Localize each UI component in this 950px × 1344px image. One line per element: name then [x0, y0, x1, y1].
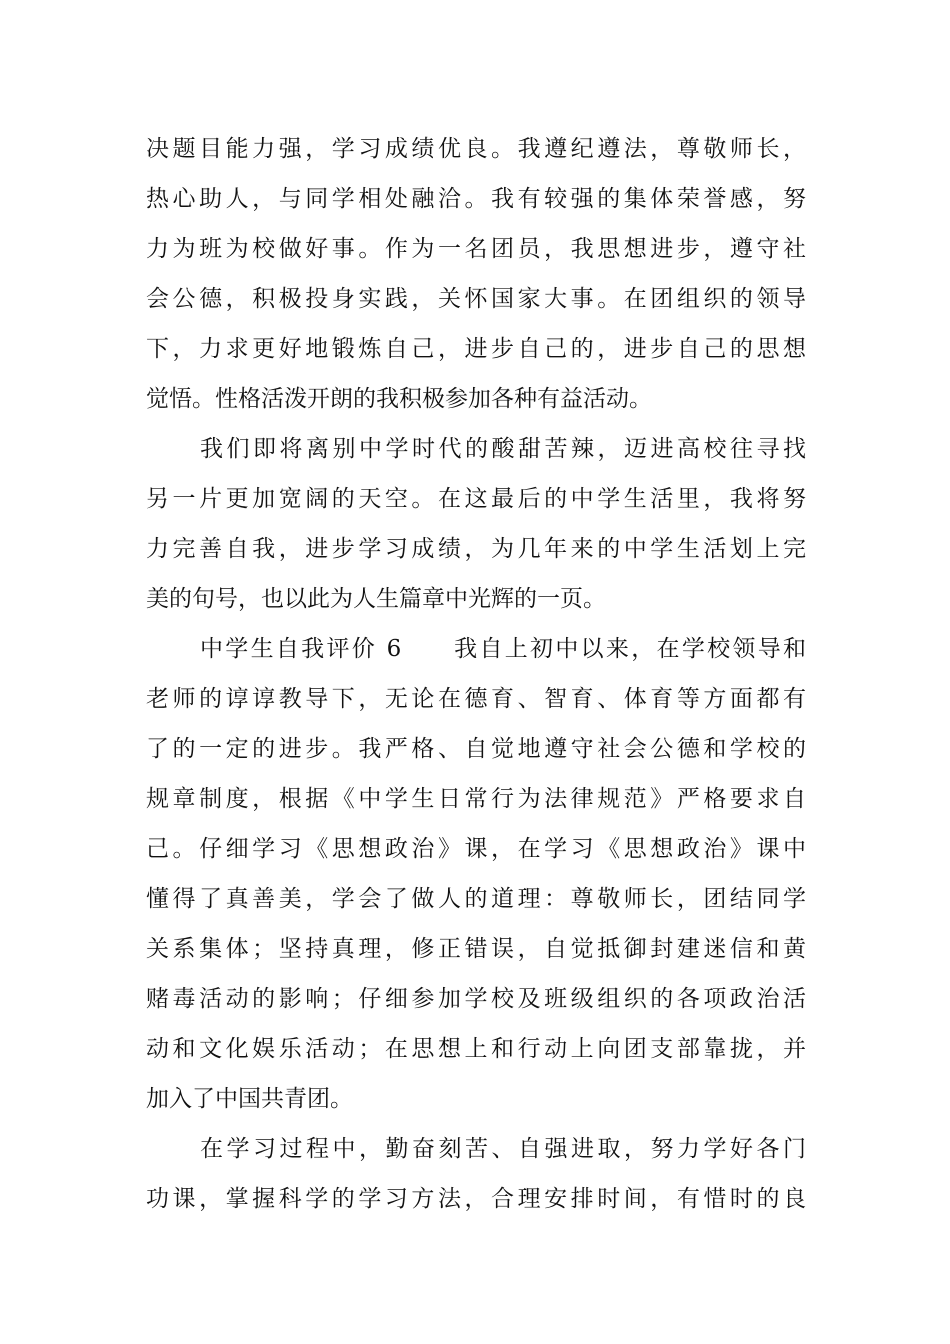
text-line: 加入了中国共青团。	[146, 1086, 353, 1112]
text-line: 下，力求更好地锻炼自己，进步自己的，进步自己的思想	[146, 336, 806, 362]
text-line: 己。仔细学习《思想政治》课，在学习《思想政治》课中	[146, 836, 806, 862]
paragraph-first-line: 我们即将离别中学时代的酸甜苦辣，迈进高校往寻找	[200, 436, 806, 462]
text-line: 老师的谆谆教导下，无论在德育、智育、体育等方面都有	[146, 686, 806, 712]
text-line: 了的一定的进步。我严格、自觉地遵守社会公德和学校的	[146, 736, 806, 762]
text-line: 热心助人，与同学相处融洽。我有较强的集体荣誉感，努	[146, 186, 806, 212]
text-line: 懂得了真善美，学会了做人的道理：尊敬师长，团结同学	[146, 886, 806, 912]
body-text	[146, 124, 806, 1224]
section-heading-line: 中学生自我评价 6 我自上初中以来，在学校领导和	[200, 636, 806, 662]
text-line: 另一片更加宽阔的天空。在这最后的中学生活里，我将努	[146, 486, 806, 512]
text-line: 美的句号，也以此为人生篇章中光辉的一页。	[146, 586, 606, 612]
text-line: 关系集体；坚持真理，修正错误，自觉抵御封建迷信和黄	[146, 936, 806, 962]
text-line: 力为班为校做好事。作为一名团员，我思想进步，遵守社	[146, 236, 806, 262]
text-line: 觉悟。性格活泼开朗的我积极参加各种有益活动。	[146, 386, 652, 412]
text-line: 赌毒活动的影响；仔细参加学校及班级组织的各项政治活	[146, 986, 806, 1012]
text-line: 决题目能力强，学习成绩优良。我遵纪遵法，尊敬师长，	[146, 136, 806, 162]
text-line: 规章制度，根据《中学生日常行为法律规范》严格要求自	[146, 786, 806, 812]
text-line: 会公德，积极投身实践，关怀国家大事。在团组织的领导	[146, 286, 806, 312]
text-line: 动和文化娱乐活动；在思想上和行动上向团支部靠拢，并	[146, 1036, 806, 1062]
text-line: 力完善自我，进步学习成绩，为几年来的中学生活划上完	[146, 536, 806, 562]
text-line: 功课，掌握科学的学习方法，合理安排时间，有惜时的良	[146, 1186, 806, 1212]
paragraph-first-line: 在学习过程中，勤奋刻苦、自强进取，努力学好各门	[200, 1136, 806, 1162]
